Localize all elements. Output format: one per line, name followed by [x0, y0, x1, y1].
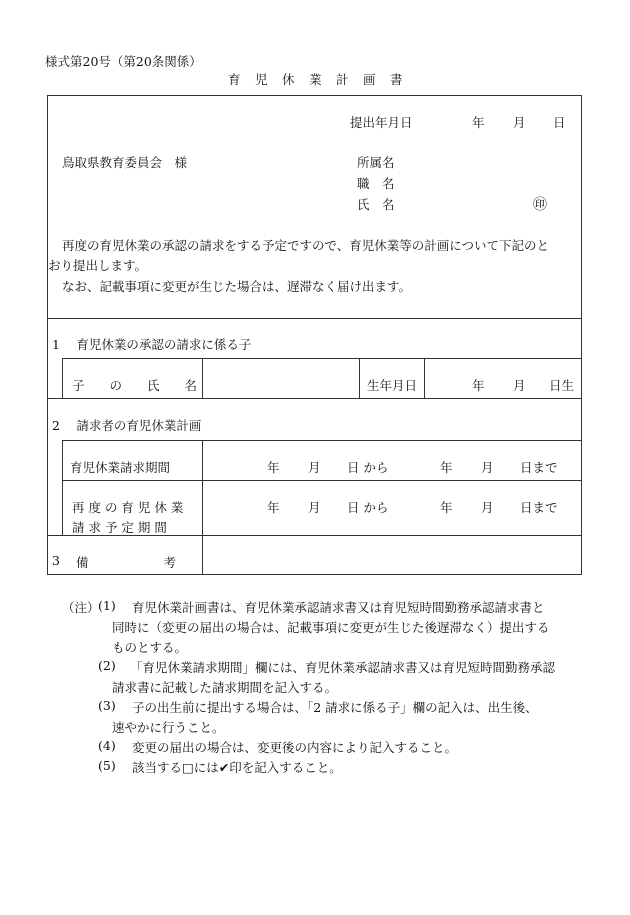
plan-row1-to-month: 月: [481, 460, 494, 475]
intro-line-1: 再度の育児休業の承認の請求をする予定ですので、育児休業等の計画について下記のと: [62, 238, 550, 253]
note-1-line-2: 同時に（変更の届出の場合は、記載事項に変更が生じた後遅滞なく）提出する: [112, 620, 550, 635]
submission-year: 年: [472, 115, 485, 130]
form-number: 様式第20号（第20条関係）: [45, 54, 202, 69]
divider-section3: [47, 535, 582, 536]
note-5-line-1: 該当する□には✔印を記入すること。: [132, 760, 342, 775]
section1-title: 1 育児休業の承認の請求に係る子: [52, 337, 252, 352]
department-label: 所属名: [357, 155, 395, 170]
plan-row2-from-day: 日 から: [347, 500, 389, 515]
plan-row1-from-day: 日 から: [347, 460, 389, 475]
section2-title: 2 請求者の育児休業計画: [52, 418, 202, 433]
note-1-line-1: 育児休業計画書は、育児休業承認請求書又は育児短時間勤務承認請求書と: [132, 600, 545, 615]
divider-section2: [47, 398, 582, 399]
birthdate-label: 生年月日: [367, 378, 418, 393]
page-title: 育 児 休 業 計 画 書: [228, 72, 404, 87]
note-2-line-2: 請求書に記載した請求期間を記入する。: [112, 680, 338, 695]
submission-day: 日: [553, 115, 566, 130]
plan-row2-label-line2: 請 求 予 定 期 間: [72, 520, 167, 535]
plan-row2-to-day: 日まで: [520, 500, 558, 515]
name-label: 氏 名: [357, 197, 395, 212]
plan-row2-to-year: 年: [440, 500, 453, 515]
intro-line-3: なお、記載事項に変更が生じた場合は、遅滞なく届け出ます。: [62, 279, 412, 294]
note-3-line-1: 子の出生前に提出する場合は、「2 請求に係る子」欄の記入は、出生後、: [132, 700, 538, 715]
divider-child-row-top: [62, 358, 582, 359]
child-row-left-border: [62, 358, 63, 398]
birth-year: 年: [472, 378, 485, 393]
divider-plan-row1-top: [62, 440, 582, 441]
note-5-number: (5): [98, 758, 116, 773]
divider-plan-row2-top: [62, 480, 582, 481]
plan-row2-to-month: 月: [481, 500, 494, 515]
plan-row1-label: 育児休業請求期間: [70, 460, 171, 475]
child-row-divider-2: [359, 358, 360, 398]
note-3-line-2: 速やかに行うこと。: [112, 720, 225, 735]
seal-mark: ㊞: [533, 197, 547, 213]
position-label: 職 名: [357, 176, 395, 191]
intro-line-2: おり提出します。: [48, 258, 148, 273]
divider-section1: [47, 318, 582, 319]
plan-row1-from-year: 年: [267, 460, 280, 475]
child-row-divider-3: [424, 358, 425, 398]
note-2-line-1: 「育児休業請求期間」欄には、育児休業承認請求書又は育児短時間勤務承認: [130, 660, 556, 675]
plan-rows-divider: [202, 440, 203, 535]
plan-row2-label-line1: 再 度 の 育 児 休 業: [72, 500, 184, 515]
submission-month: 月: [513, 115, 526, 130]
plan-rows-left-border: [62, 440, 63, 535]
child-name-label: 子 の 氏 名: [72, 378, 198, 393]
birth-month: 月: [513, 378, 526, 393]
remarks-divider: [202, 535, 203, 575]
note-4-line-1: 変更の届出の場合は、変更後の内容により記入すること。: [132, 740, 458, 755]
remarks-label: 備 考: [76, 555, 177, 570]
plan-row1-from-month: 月: [308, 460, 321, 475]
note-2-number: (2): [98, 658, 116, 673]
child-row-divider-1: [202, 358, 203, 398]
note-3-number: (3): [98, 698, 116, 713]
birth-day: 日生: [549, 378, 575, 393]
submission-date-label: 提出年月日: [350, 115, 413, 130]
plan-row2-from-year: 年: [267, 500, 280, 515]
note-4-number: (4): [98, 738, 116, 753]
note-1-line-3: ものとする。: [112, 640, 188, 655]
addressee: 鳥取県教育委員会 様: [62, 155, 188, 170]
plan-row1-to-day: 日まで: [520, 460, 558, 475]
plan-row1-to-year: 年: [440, 460, 453, 475]
remarks-number: 3: [52, 553, 60, 568]
plan-row2-from-month: 月: [308, 500, 321, 515]
notes-prefix: （注）: [62, 600, 100, 615]
note-1-number: (1): [98, 598, 116, 613]
